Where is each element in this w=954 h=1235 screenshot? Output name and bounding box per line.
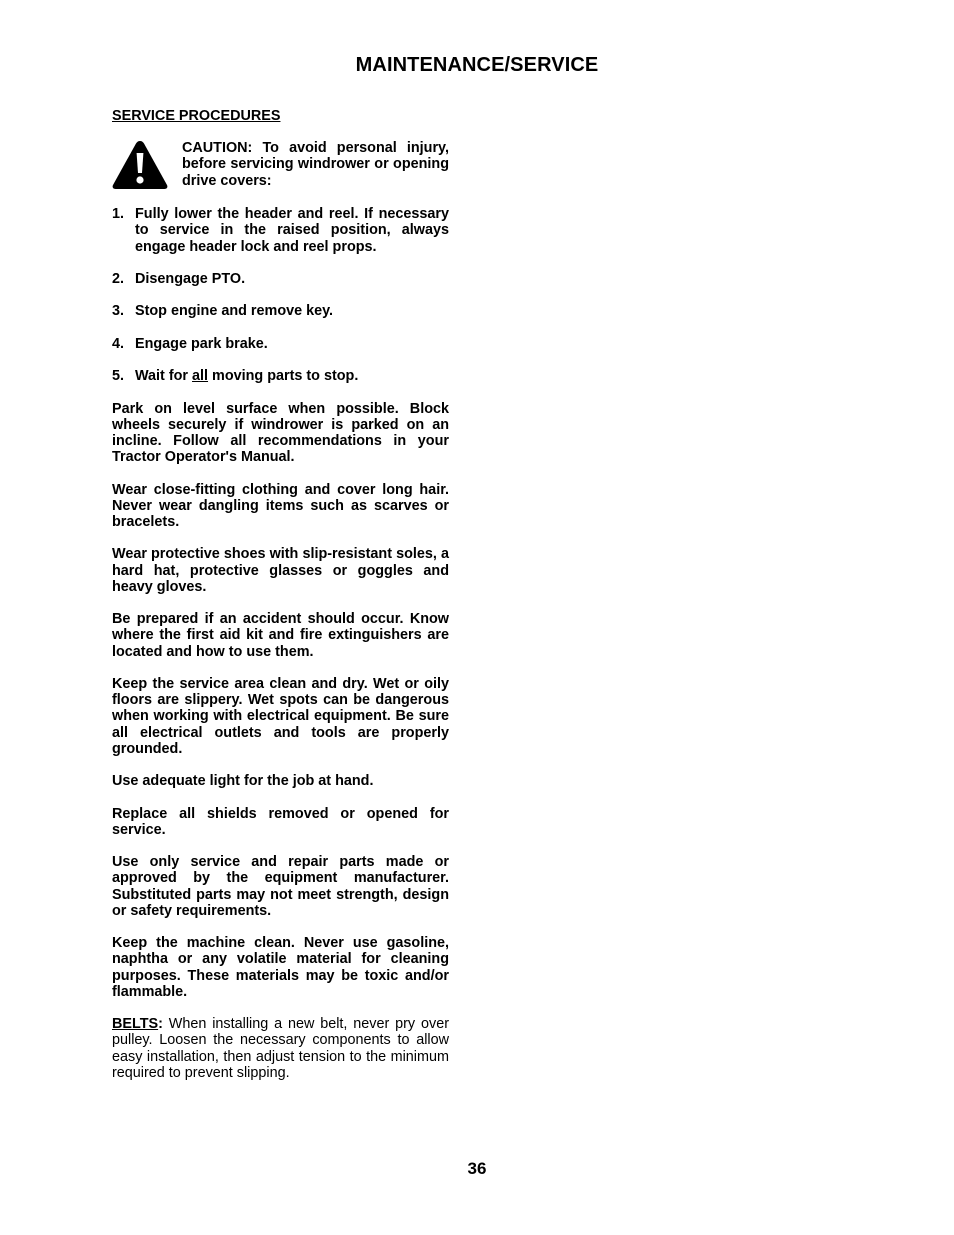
- step-text-after: moving parts to stop.: [208, 368, 359, 385]
- step-number: 3.: [112, 303, 125, 320]
- safety-paragraph: Wear protective shoes with slip-resistant soles, a hard hat, protective glasses or goggles and heavy gloves.: [112, 546, 449, 595]
- step-number: 2.: [112, 271, 125, 287]
- list-item: [112, 368, 449, 384]
- safety-paragraph: Be prepared if an accident should occur. Know where the first aid kit and fire extinguishers are located and how to use them.: [112, 611, 449, 660]
- step-text-emphasis: all: [192, 368, 209, 385]
- step-text: Fully lower the header and reel. If necessary to service in the raised position, always engage header lock and reel props.: [135, 206, 449, 255]
- step-number: 1.: [112, 206, 125, 223]
- safety-paragraph: Keep the machine clean. Never use gasoline, naphtha or any volatile material for cleaning purposes. These materials may be toxic and/or flammable.: [112, 935, 449, 1000]
- caution-block: [112, 140, 449, 190]
- safety-paragraph: Wear close-fitting clothing and cover long hair. Never wear dangling items such as scarves or bracelets.: [112, 481, 449, 530]
- page-title: MAINTENANCE/SERVICE: [355, 54, 599, 76]
- section-heading: SERVICE PROCEDURES: [112, 108, 281, 124]
- steps-list: [112, 206, 449, 384]
- safety-paragraph: Park on level surface when possible. Block wheels securely if windrower is parked on an incline. Follow all recommendations in your Tractor Operator's Manual.: [112, 400, 449, 466]
- caution-text: CAUTION: To avoid personal injury, before servicing windrower or opening drive covers:: [182, 140, 449, 189]
- step-text: Stop engine and remove key.: [135, 303, 334, 320]
- safety-paragraph: Replace all shields removed or opened for service.: [112, 805, 449, 838]
- page-number: 36: [467, 1159, 487, 1178]
- step-number: 5.: [112, 368, 125, 385]
- list-item: [112, 336, 449, 352]
- warning-triangle-icon: [112, 140, 168, 190]
- step-text: Disengage PTO.: [135, 271, 246, 287]
- step-text-before: Wait for: [135, 368, 193, 385]
- safety-paragraph: Use adequate light for the job at hand.: [112, 773, 374, 790]
- safety-paragraph: Use only service and repair parts made or approved by the equipment manufacturer. Substituted parts may not meet strength, design or safety requirements.: [112, 854, 449, 919]
- content-column: [112, 108, 449, 1081]
- list-item: [112, 303, 449, 319]
- belts-text: When installing a new belt, never pry over pulley. Loosen the necessary components to allow easy installation, then adjust tension to the minimum required to prevent slipping.: [112, 1016, 449, 1081]
- step-text: [135, 368, 449, 384]
- step-number: 4.: [112, 335, 125, 352]
- belts-paragraph: [112, 1016, 449, 1081]
- safety-paragraph: Keep the service area clean and dry. Wet or oily floors are slippery. Wet spots can be dangerous when working with electrical equipment. Be sure all electrical outlets and tools are properly grounded.: [112, 675, 449, 757]
- list-item: [112, 271, 449, 287]
- step-text: Engage park brake.: [135, 335, 268, 352]
- list-item: [112, 206, 449, 255]
- belts-colon: :: [158, 1016, 163, 1033]
- belts-label: BELTS: [112, 1016, 159, 1033]
